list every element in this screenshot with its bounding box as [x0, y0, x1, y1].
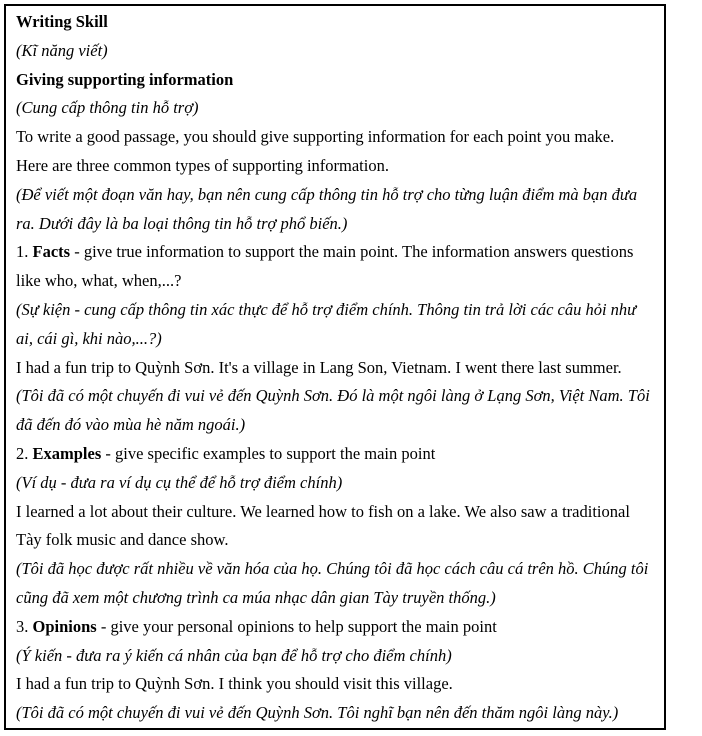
- example-3-sentence: I had a fun trip to Quỳnh Sơn. I think you should visit this village.: [16, 674, 453, 694]
- point-1-facts: [16, 238, 650, 296]
- point-1-number: 1.: [16, 242, 33, 262]
- point-1-description: - give true information to support the main point. The information answers questions like who, what, when,...?: [16, 242, 634, 291]
- point-2-description: - give specific examples to support the main point: [101, 443, 436, 463]
- point-3-number: 3.: [16, 616, 33, 636]
- example-3-translation: (Tôi đã có một chuyến đi vui vẻ đến Quỳnh Sơn. Tôi nghĩ bạn nên đến thăm ngôi làng này.): [16, 703, 619, 723]
- point-3-opinions: [16, 613, 650, 642]
- subsection-title-translation: (Cung cấp thông tin hỗ trợ): [16, 98, 199, 118]
- example-1-translation: (Tôi đã có một chuyến đi vui vẻ đến Quỳnh Sơn. Đó là một ngôi làng ở Lạng Sơn, Việt Nam. Tôi đã đến đó vào mùa hè năm ngoái.): [16, 386, 650, 435]
- point-1-keyword: Facts: [32, 242, 71, 262]
- example-1-sentence: I had a fun trip to Quỳnh Sơn. It's a village in Lang Son, Vietnam. I went there last summer.: [16, 357, 622, 377]
- example-2-translation: (Tôi đã học được rất nhiều về văn hóa của họ. Chúng tôi đã học cách câu cá trên hồ. Chúng tôi cũng đã xem một chương trình ca múa nhạc dân gian Tày truyền thống.): [16, 559, 649, 607]
- point-3-description: - give your personal opinions to help support the main point: [96, 616, 497, 636]
- point-2-translation: (Ví dụ - đưa ra ví dụ cụ thể để hỗ trợ điểm chính): [16, 472, 343, 492]
- section-title-translation: (Kĩ năng viết): [16, 40, 108, 60]
- point-3-keyword: Opinions: [32, 616, 97, 636]
- subsection-title: Giving supporting information: [16, 69, 234, 89]
- intro-paragraph-translation: (Để viết một đoạn văn hay, bạn nên cung cấp thông tin hỗ trợ cho từng luận điểm mà bạn đưa ra. Dưới đây là ba loại thông tin hỗ trợ phổ biến.): [16, 184, 638, 233]
- point-1-translation: (Sự kiện - cung cấp thông tin xác thực để hỗ trợ điểm chính. Thông tin trả lời các câu hỏi như ai, cái gì, khi nào,...?): [16, 299, 637, 348]
- point-2-keyword: Examples: [32, 443, 102, 463]
- example-2-sentence: I learned a lot about their culture. We learned how to fish on a lake. We also saw a traditional Tày folk music and dance show.: [16, 501, 630, 550]
- section-title: Writing Skill: [16, 12, 108, 31]
- point-2-examples: [16, 440, 650, 469]
- intro-paragraph: To write a good passage, you should give supporting information for each point you make. Here are three common types of supporting information.: [16, 127, 615, 175]
- worksheet-document-frame: [4, 4, 666, 730]
- point-3-translation: (Ý kiến - đưa ra ý kiến cá nhân của bạn để hỗ trợ cho điểm chính): [16, 645, 452, 665]
- point-2-number: 2.: [16, 443, 33, 463]
